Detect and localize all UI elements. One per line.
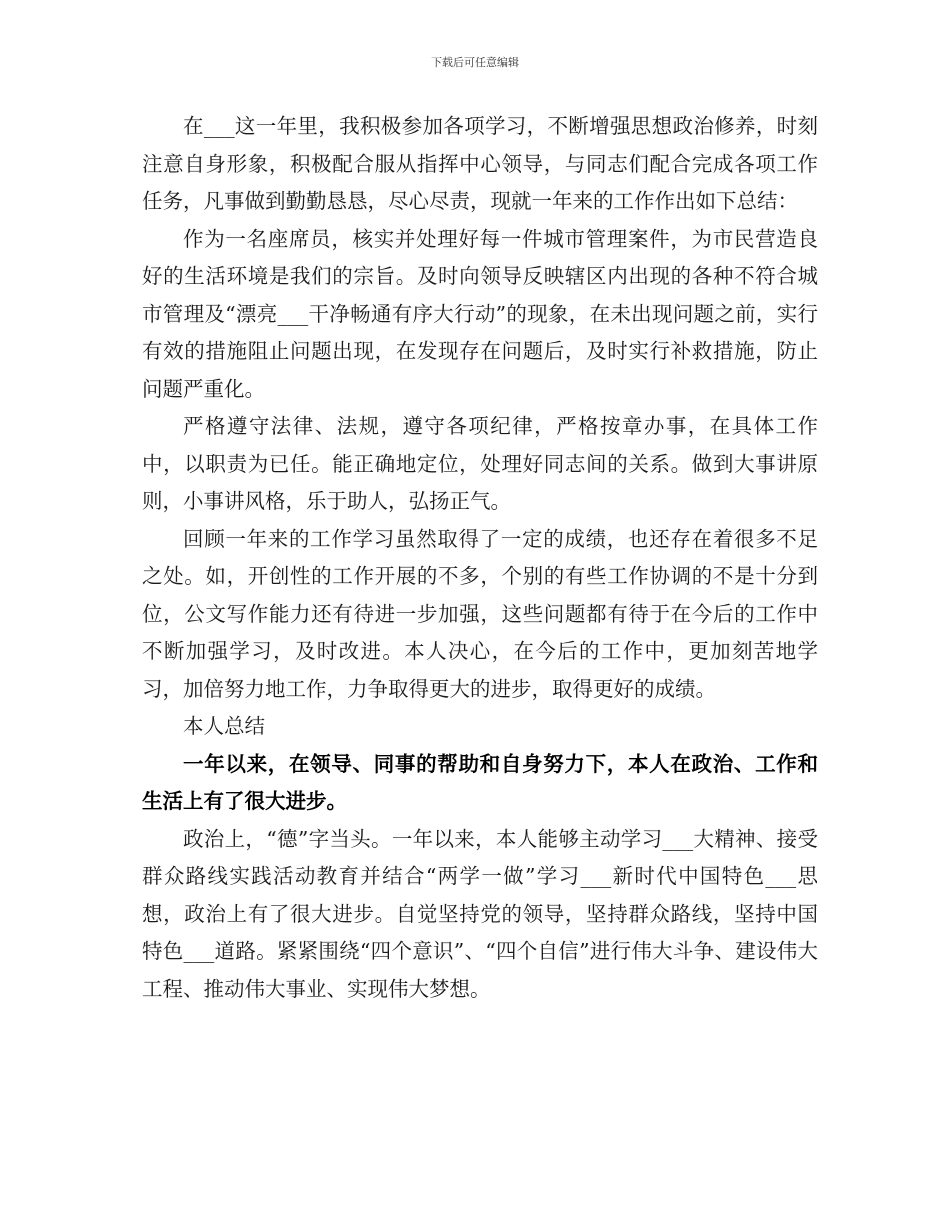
- paragraph-discipline: 严格遵守法律、法规，遵守各项纪律，严格按章办事，在具体工作中，以职责为已任。能正确地定位，处理好同志间的关系。做到大事讲原则，小事讲风格，乐于助人，弘扬正气。: [142, 414, 818, 513]
- paragraph-duties: 作为一名座席员，核实并处理好每一件城市管理案件，为市民营造良好的生活环境是我们的宗旨。及时向领导反映辖区内出现的各种不符合城市管理及“漂亮___干净畅通有序大行动”的现象，在未出现问题之前，实行有效的措施阻止问题出现，在发现存在问题后，及时实行补救措施，防止问题严重化。: [142, 226, 818, 401]
- paragraph-intro: 在___这一年里，我积极参加各项学习，不断增强思想政治修养，时刻注意自身形象，积极配合服从指挥中心领导，与同志们配合完成各项工作任务，凡事做到勤勤恳恳，尽心尽责，现就一年来的工作作出如下总结：: [142, 114, 818, 213]
- paragraph-bold-summary: 一年以来，在领导、同事的帮助和自身努力下，本人在政治、工作和生活上有了很大进步。: [142, 751, 818, 813]
- section-title: 本人总结: [183, 714, 265, 738]
- header-note: 下载后可任意编辑: [431, 56, 519, 69]
- paragraph-politics: 政治上，“德”字当头。一年以来，本人能够主动学习___大精神、接受群众路线实践活动教育并结合“两学一做”学习___新时代中国特色___思想，政治上有了很大进步。自觉坚持党的领导，坚持群众路线，坚持中国特色___道路。紧紧围绕“四个意识”、“四个自信”进行伟大斗争、建设伟大工程、推动伟大事业、实现伟大梦想。: [142, 826, 818, 1001]
- paragraph-review: 回顾一年来的工作学习虽然取得了一定的成绩，也还存在着很多不足之处。如，开创性的工作开展的不多，个别的有些工作协调的不是十分到位，公文写作能力还有待进一步加强，这些问题都有待于在今后的工作中不断加强学习，及时改进。本人决心，在今后的工作中，更加刻苦地学习，加倍努力地工作，力争取得更大的进步，取得更好的成绩。: [142, 526, 818, 701]
- document-body: [142, 108, 818, 1008]
